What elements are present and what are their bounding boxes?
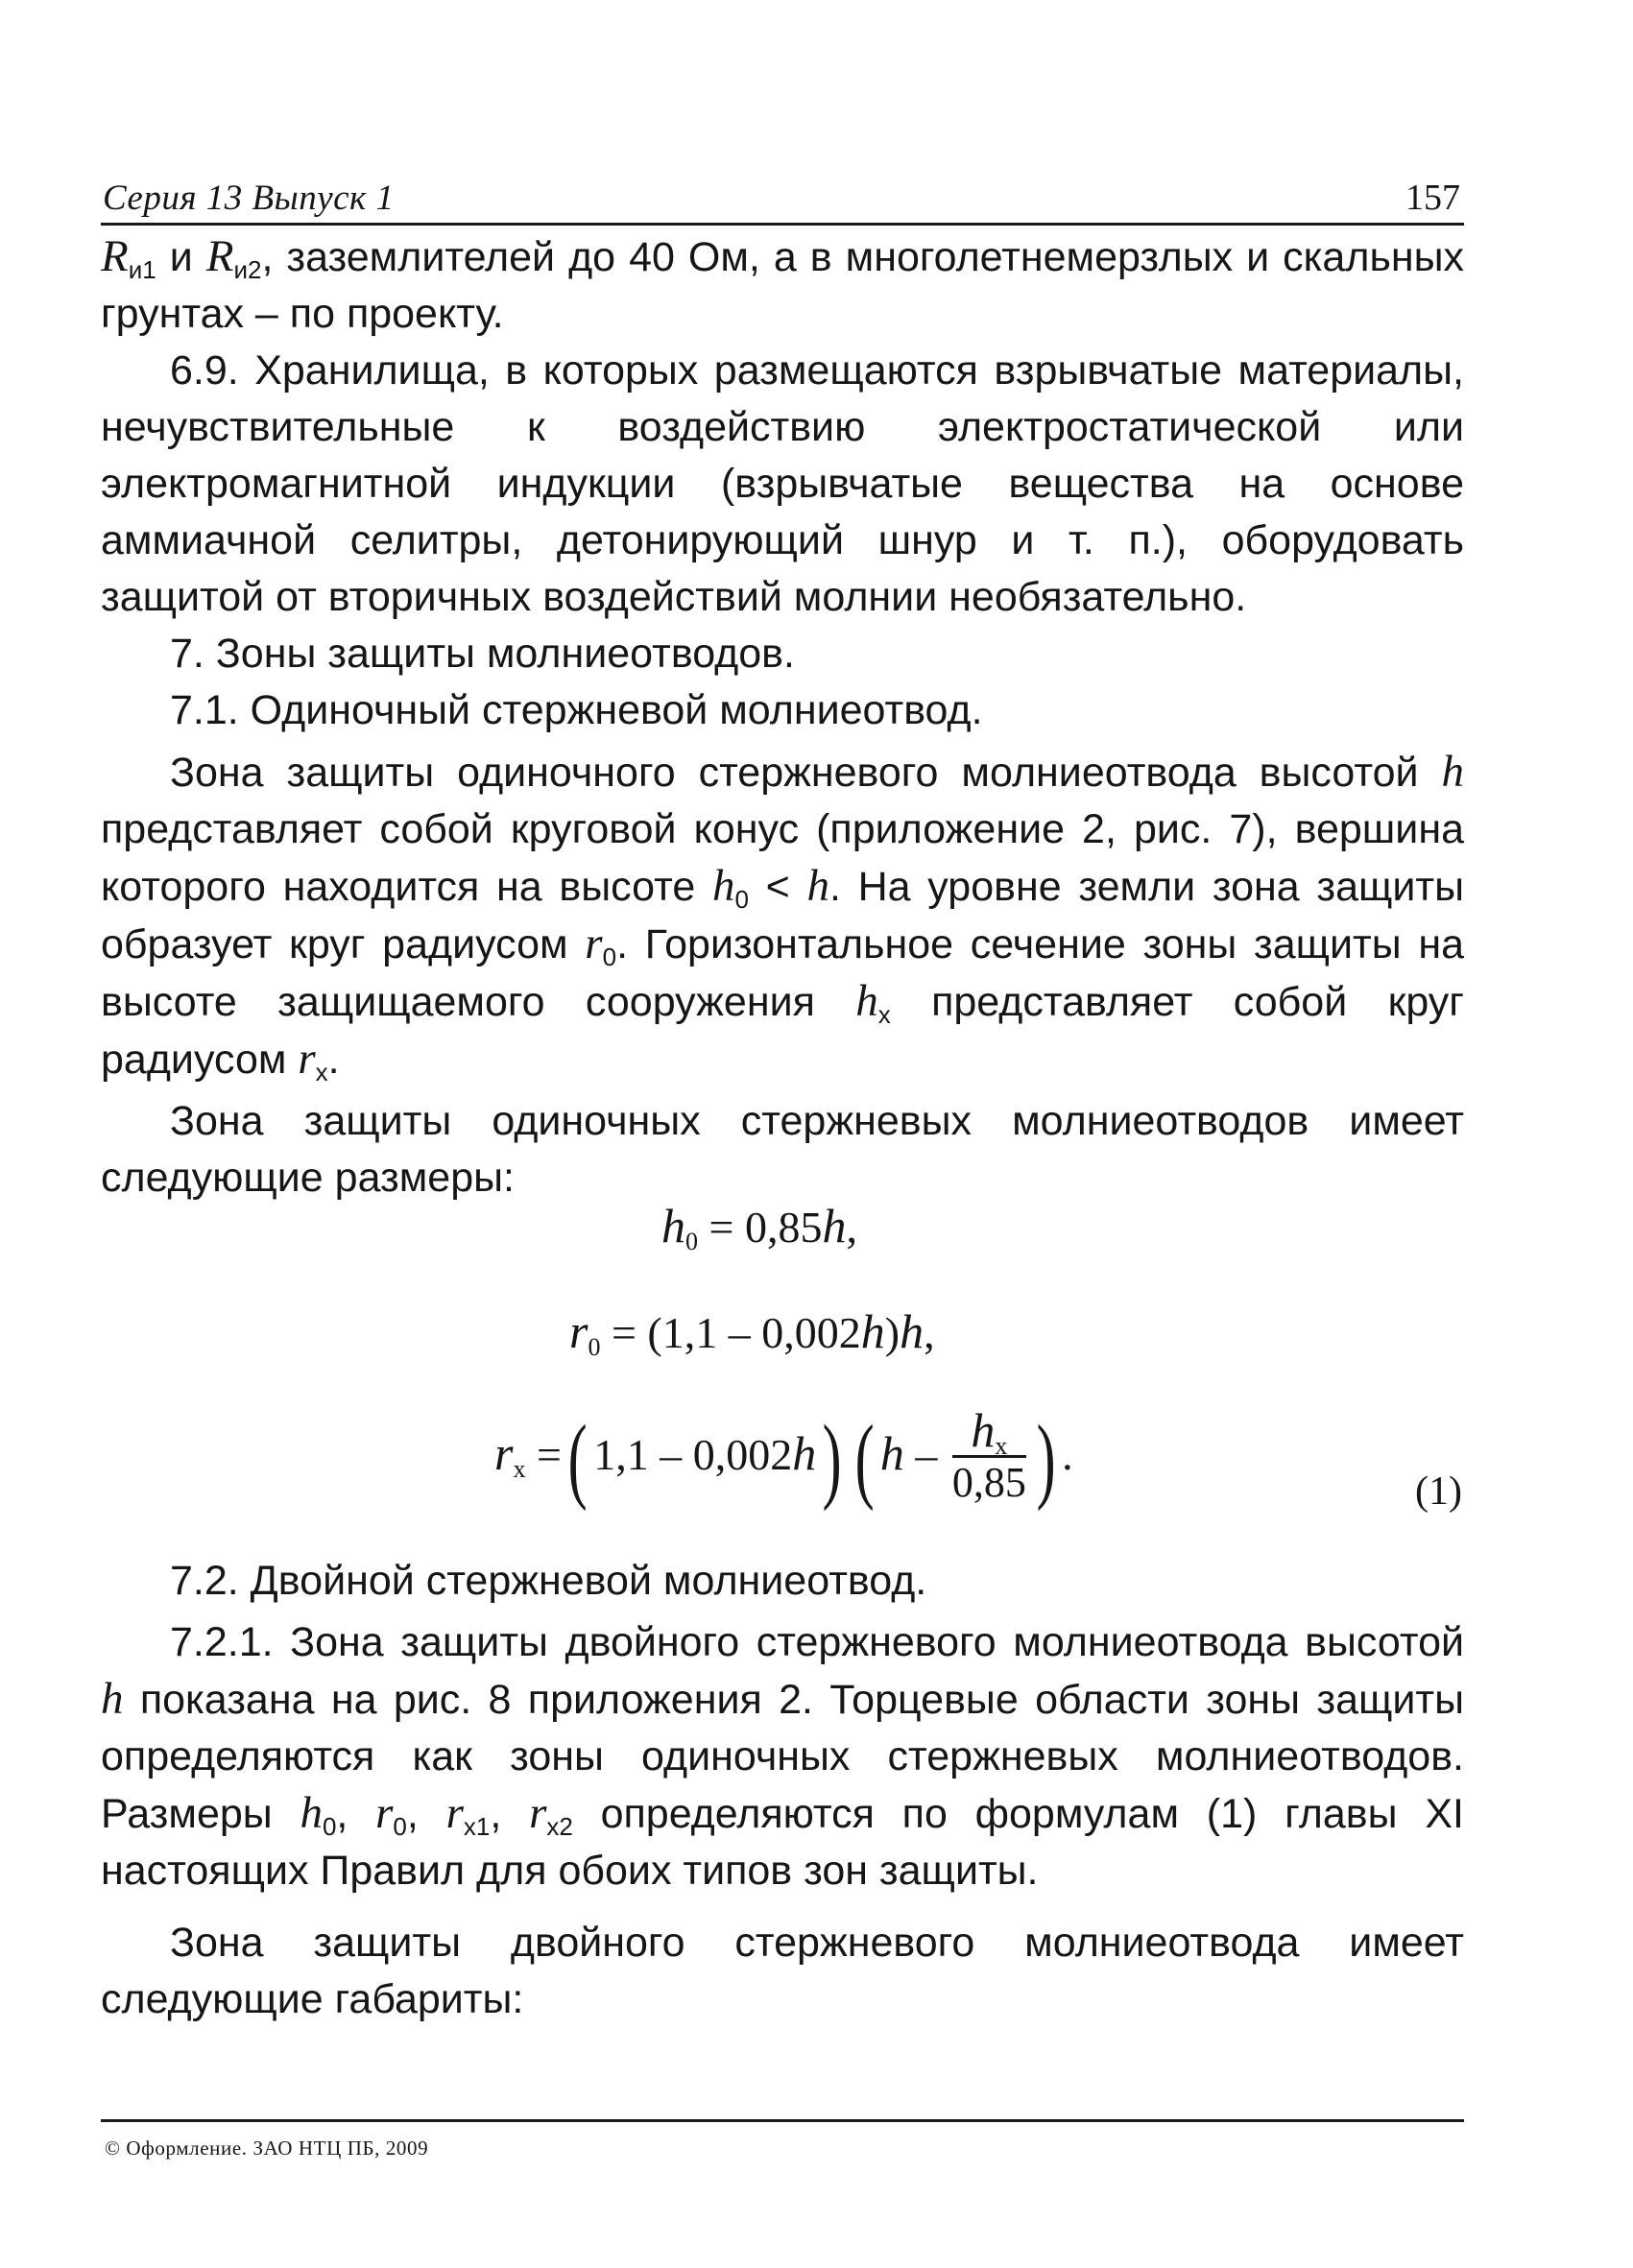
paragraph-6-9: 6.9. Хранилища, в которых размещаются взрывчатые материалы, нечувствительные к воздействию электростатической или электромагнитной индукции (взрывчатые вещества на основе аммиачной селитры, детонирующий шнур и т. п.), оборудовать защитой от вторичных воздействий молнии необязательно. <box>101 347 1464 620</box>
footer-divider <box>101 2119 1464 2122</box>
paragraph-continuation: $R_{и1}$ и $R_{и2}$, заземлителей до 40 Ом, а в многолетнемерзлых и скальных грунтах – по проекту. <box>101 231 1464 337</box>
paragraph-double-rod-dimensions: Зона защиты двойного стержневого молниеотвода имеет следующие габариты: <box>101 1920 1464 2022</box>
formula-block <box>101 1198 1464 1582</box>
paragraph-single-rod: Зона защиты одиночного стержневого молниеотвода высотой h представляет собой круговой конус (приложение 2, рис. 7), вершина которого находится на высоте $h_0 < h$. На уровне земли зона защиты образует круг радиусом $r_0$. Горизонтальное сечение зоны защиты на высоте защищаемого сооружения $h_x$ представляет собой круг радиусом $r_x$. <box>101 747 1465 1086</box>
formula-r0: $r_0 = (1,1 - 0,002h)h$, <box>569 1304 935 1361</box>
running-header <box>101 175 1464 226</box>
heading-7: 7. Зоны защиты молниеотводов. <box>170 631 795 677</box>
formula-rx: $r_x$ =( 1,1 – 0,002h) ( h – $\frac{h_x}{0,85}$ ) . <box>494 1403 1073 1513</box>
paragraph-dimensions-intro: Зона защиты одиночных стержневых молниеотводов имеет следующие размеры: <box>101 1098 1464 1201</box>
right-paren: ) <box>822 1405 842 1513</box>
heading-7-2: 7.2. Двойной стержневой молниеотвод. <box>170 1558 927 1604</box>
paragraph-7-2-1: 7.2.1. Зона защиты двойного стержневого молниеотвода высотой h показана на рис. 8 приложения 2. Торцевые области зоны защиты определяются как зоны одиночных стержневых молниеотводов. Размеры $h_0$, $r_0$, $r_{x1}$, $r_{x2}$ определяются по формулам (1) главы XI настоящих Правил для обоих типов зон защиты. <box>101 1619 1464 1894</box>
body-text-lower <box>101 1553 1464 2028</box>
page-number: 157 <box>1405 178 1460 218</box>
fraction: $\frac{h_x}{0,85}$ <box>951 1403 1026 1506</box>
formula-h0: $h_0 = 0,85h$, <box>661 1199 857 1255</box>
left-paren: ( <box>567 1405 588 1513</box>
copyright-footer: © Оформление. ЗАО НТЦ ПБ, 2009 <box>105 2137 429 2160</box>
left-paren-2: ( <box>854 1405 875 1513</box>
body-text-upper <box>101 228 1464 1206</box>
equation-number: (1) <box>1415 1469 1462 1514</box>
right-paren-2: ) <box>1036 1405 1056 1513</box>
series-title: Серия 13 Выпуск 1 <box>103 179 395 218</box>
heading-7-1: 7.1. Одиночный стержневой молниеотвод. <box>170 687 983 733</box>
document-page <box>101 154 1464 2208</box>
